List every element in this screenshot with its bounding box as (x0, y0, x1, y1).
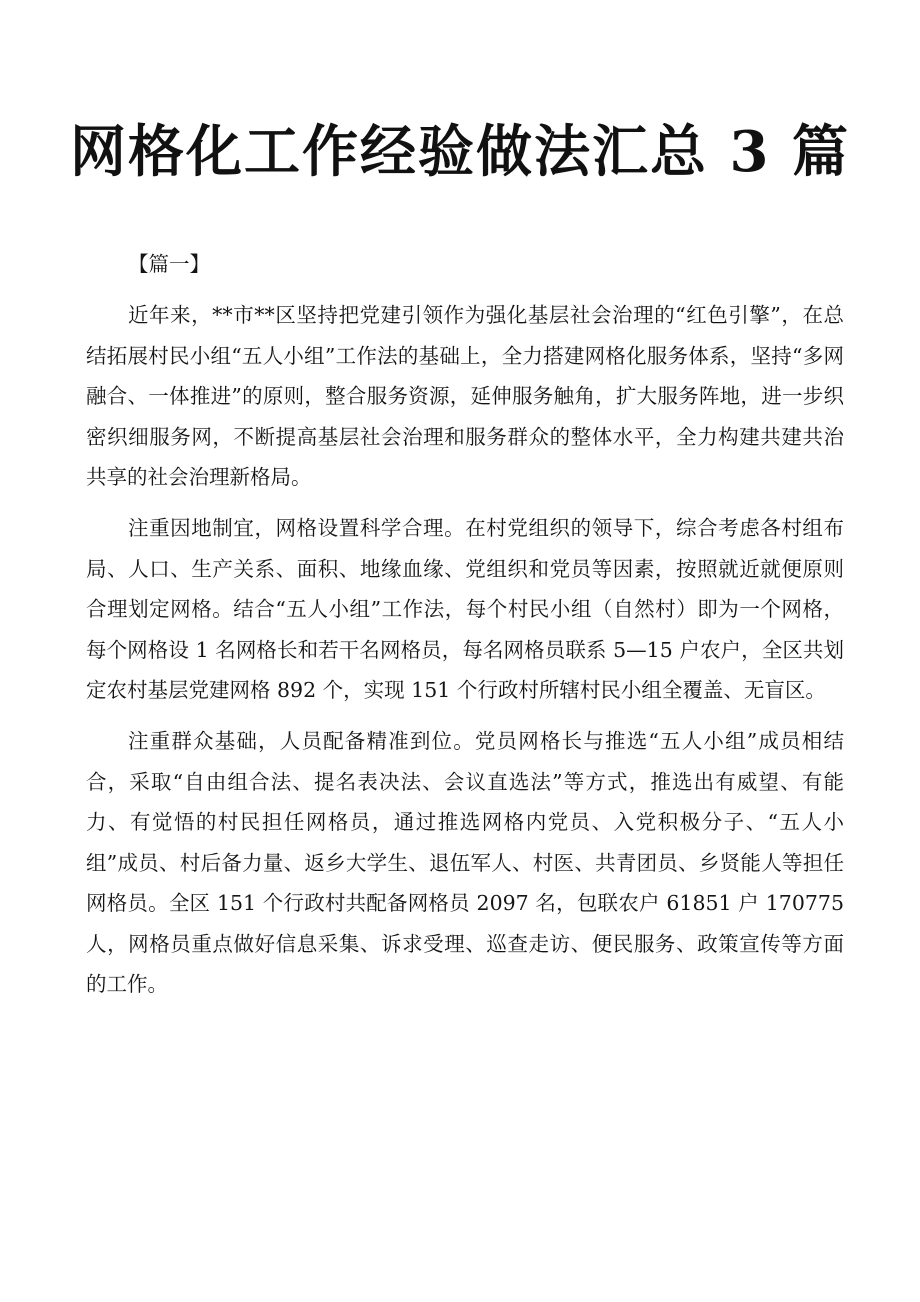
document-title: 网格化工作经验做法汇总 3 篇 (70, 119, 850, 185)
document-body (86, 244, 844, 1015)
paragraph-2: 注重因地制宜，网格设置科学合理。在村党组织的领导下，综合考虑各村组布局、人口、生产关系、面积、地缘血缘、党组织和党员等因素，按照就近就便原则合理划定网格。结合“五人小组”工作法，每个村民小组（自然村）即为一个网格，每个网格设 1 名网格长和若干名网格员，每名网格员联系 5—15 户农户，全区共划定农村基层党建网格 892 个，实现 151 个行政村所辖村民小组全覆盖、无盲区。 (86, 516, 844, 703)
paragraph-3: 注重群众基础，人员配备精准到位。党员网格长与推选“五人小组”成员相结合，采取“自由组合法、提名表决法、会议直选法”等方式，推选出有威望、有能力、有觉悟的村民担任网格员，通过推选网格内党员、入党积极分子、“五人小组”成员、村后备力量、返乡大学生、退伍军人、村医、共青团员、乡贤能人等担任网格员。全区 151 个行政村共配备网格员 2097 名，包联农户 61851 户 170775 人，网格员重点做好信息采集、诉求受理、巡查走访、便民服务、政策宣传等方面的工作。 (86, 729, 844, 996)
section-label: 【篇一】 (128, 252, 210, 276)
paragraph-1: 近年来，**市**区坚持把党建引领作为强化基层社会治理的“红色引擎”，在总结拓展村民小组“五人小组”工作法的基础上，全力搭建网格化服务体系，坚持“多网融合、一体推进”的原则，整合服务资源，延伸服务触角，扩大服务阵地，进一步织密织细服务网，不断提高基层社会治理和服务群众的整体水平，全力构建共建共治共享的社会治理新格局。 (86, 303, 844, 490)
